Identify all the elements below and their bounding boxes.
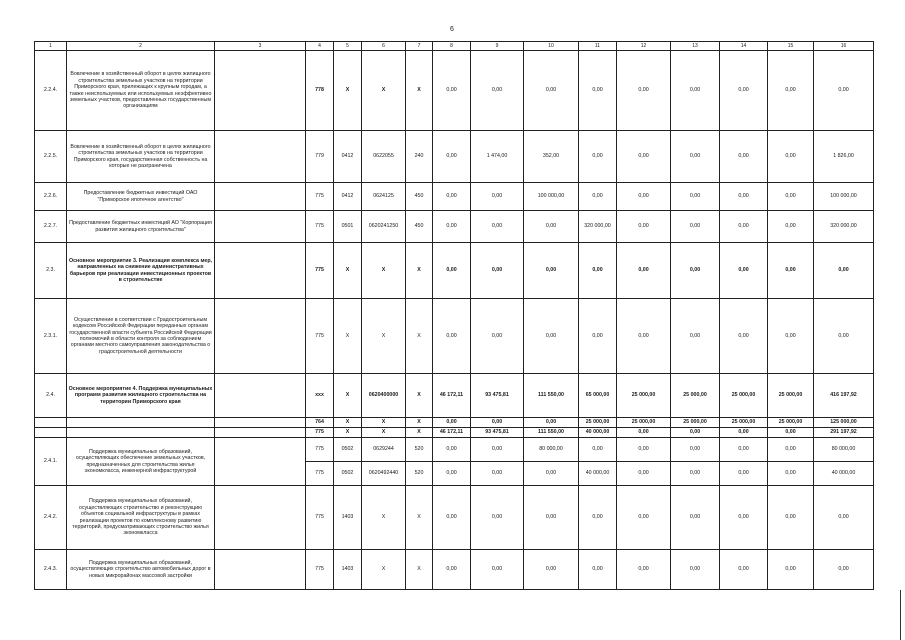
table-row [35, 418, 874, 428]
cell-c12: 0,00 [617, 550, 671, 590]
cell-c8: 0,00 [433, 183, 471, 211]
header-cell: 14 [720, 42, 768, 51]
empty-cell [215, 211, 306, 243]
cell-c9: 1 474,00 [471, 131, 524, 183]
cell-c14: 0,00 [720, 550, 768, 590]
header-cell: 4 [306, 42, 334, 51]
cell-c14: 0,00 [720, 299, 768, 374]
header-cell: 9 [471, 42, 524, 51]
empty-cell [215, 374, 306, 418]
header-cell: 15 [768, 42, 814, 51]
cell-c6: 0629244 [362, 438, 406, 462]
row-number: 2.4.2. [35, 486, 67, 550]
header-cell: 7 [406, 42, 433, 51]
cell-c13: 0,00 [671, 51, 720, 131]
table-row [35, 428, 874, 438]
cell-c15: 0,00 [768, 438, 814, 462]
table-row [35, 438, 874, 462]
cell-c4: 775 [306, 183, 334, 211]
cell-c4: 775 [306, 428, 334, 438]
cell-c13: 0,00 [671, 243, 720, 299]
empty-cell [215, 299, 306, 374]
cell-c13: 0,00 [671, 462, 720, 486]
row-description: Основное мероприятие 4. Поддержка муниципальных программ развития жилищного строительства на территории Приморского края [67, 374, 215, 418]
header-cell: 12 [617, 42, 671, 51]
cell-c5: Х [334, 418, 362, 428]
cell-c4: 775 [306, 299, 334, 374]
cell-c13: 0,00 [671, 299, 720, 374]
cell-c15: 0,00 [768, 299, 814, 374]
cell-c11: 0,00 [579, 299, 617, 374]
cell-c5: Х [334, 299, 362, 374]
empty-cell [67, 418, 215, 428]
cell-c15: 0,00 [768, 550, 814, 590]
cell-c11: 320 000,00 [579, 211, 617, 243]
cell-c16: 0,00 [814, 51, 874, 131]
table-row [35, 183, 874, 211]
cell-c7: Х [406, 299, 433, 374]
cell-c12: 0,00 [617, 462, 671, 486]
cell-c14: 25 000,00 [720, 418, 768, 428]
cell-c4: 775 [306, 486, 334, 550]
cell-c13: 0,00 [671, 486, 720, 550]
cell-c12: 0,00 [617, 486, 671, 550]
cell-c16: 320 000,00 [814, 211, 874, 243]
cell-c10: 0,00 [524, 51, 579, 131]
cell-c15: 0,00 [768, 243, 814, 299]
cell-c9: 0,00 [471, 211, 524, 243]
cell-c16: 0,00 [814, 550, 874, 590]
row-number: 2.2.7. [35, 211, 67, 243]
table-row [35, 486, 874, 550]
cell-c6: Х [362, 418, 406, 428]
cell-c6: Х [362, 550, 406, 590]
cell-c13: 25 000,00 [671, 374, 720, 418]
empty-cell [215, 486, 306, 550]
cell-c16: 100 000,00 [814, 183, 874, 211]
cell-c10: 0,00 [524, 486, 579, 550]
cell-c7: Х [406, 243, 433, 299]
cell-c11: 65 000,00 [579, 374, 617, 418]
cell-c16: 1 826,00 [814, 131, 874, 183]
cell-c11: 40 000,00 [579, 462, 617, 486]
cell-c8: 0,00 [433, 418, 471, 428]
cell-c9: 0,00 [471, 243, 524, 299]
cell-c15: 0,00 [768, 51, 814, 131]
cell-c12: 0,00 [617, 183, 671, 211]
cell-c5: 0412 [334, 131, 362, 183]
cell-c8: 0,00 [433, 51, 471, 131]
cell-c6: 0622055 [362, 131, 406, 183]
table-row [35, 374, 874, 418]
cell-c4: 775 [306, 550, 334, 590]
cell-c12: 0,00 [617, 211, 671, 243]
cell-c12: 0,00 [617, 243, 671, 299]
header-cell: 1 [35, 42, 67, 51]
table-row [35, 243, 874, 299]
row-number: 2.2.4. [35, 51, 67, 131]
empty-cell [35, 418, 67, 428]
table-row [35, 299, 874, 374]
cell-c6: 0624125 [362, 183, 406, 211]
cell-c5: 1403 [334, 550, 362, 590]
cell-c11: 0,00 [579, 243, 617, 299]
cell-c5: 0501 [334, 211, 362, 243]
cell-c4: 775 [306, 243, 334, 299]
cell-c6: 0620241250 [362, 211, 406, 243]
cell-c7: Х [406, 428, 433, 438]
cell-c16: 40 000,00 [814, 462, 874, 486]
row-number: 2.4.3. [35, 550, 67, 590]
cell-c10: 0,00 [524, 211, 579, 243]
cell-c8: 0,00 [433, 243, 471, 299]
cell-c10: 80 000,00 [524, 438, 579, 462]
empty-cell [215, 51, 306, 131]
empty-cell [35, 428, 67, 438]
cell-c12: 25 000,00 [617, 418, 671, 428]
cell-c5: Х [334, 243, 362, 299]
cell-c11: 0,00 [579, 183, 617, 211]
cell-c15: 0,00 [768, 486, 814, 550]
cell-c16: 0,00 [814, 243, 874, 299]
cell-c8: 46 172,11 [433, 428, 471, 438]
cell-c7: 450 [406, 183, 433, 211]
cell-c11: 0,00 [579, 486, 617, 550]
cell-c4: 775 [306, 211, 334, 243]
cell-c13: 0,00 [671, 428, 720, 438]
cell-c14: 0,00 [720, 243, 768, 299]
cell-c13: 0,00 [671, 550, 720, 590]
cell-c4: 778 [306, 51, 334, 131]
row-description: Вовлечение в хозяйственный оборот в целях жилищного строительства земельных участков на территории Приморского края, прилежащих к крупным городам, а также неиспользуемых или используемых неэффективно земельных участков, предоставленных государственным организациям [67, 51, 215, 131]
cell-c6: Х [362, 299, 406, 374]
cell-c6: 0620492440 [362, 462, 406, 486]
cell-c10: 0,00 [524, 299, 579, 374]
cell-c7: Х [406, 374, 433, 418]
cell-c10: 352,00 [524, 131, 579, 183]
header-cell: 2 [67, 42, 215, 51]
cell-c16: 291 197,92 [814, 428, 874, 438]
cell-c16: 0,00 [814, 299, 874, 374]
cell-c14: 0,00 [720, 51, 768, 131]
cell-c8: 46 172,11 [433, 374, 471, 418]
cell-c5: 0502 [334, 462, 362, 486]
header-cell: 11 [579, 42, 617, 51]
cell-c14: 0,00 [720, 183, 768, 211]
cell-c9: 0,00 [471, 299, 524, 374]
cell-c9: 0,00 [471, 438, 524, 462]
page-number: 6 [450, 26, 454, 33]
cell-c15: 0,00 [768, 462, 814, 486]
cell-c7: 450 [406, 211, 433, 243]
row-description: Поддержка муниципальных образований, осуществляющих строительство автомобильных дорог в новых микрорайонах массовой застройки [67, 550, 215, 590]
row-description: Поддержка муниципальных образований, осуществляющих обеспечение земельных участков, предназначенных для строительства жилья экономкласса, инженерной инфраструктурой [67, 438, 215, 486]
table-row [35, 211, 874, 243]
row-number: 2.3. [35, 243, 67, 299]
row-number: 2.4.1. [35, 438, 67, 486]
empty-cell [215, 418, 306, 428]
cell-c15: 25 000,00 [768, 418, 814, 428]
cell-c8: 0,00 [433, 486, 471, 550]
cell-c15: 0,00 [768, 428, 814, 438]
cell-c8: 0,00 [433, 131, 471, 183]
cell-c8: 0,00 [433, 550, 471, 590]
cell-c11: 0,00 [579, 550, 617, 590]
cell-c5: 0412 [334, 183, 362, 211]
cell-c6: 0620400000 [362, 374, 406, 418]
cell-c11: 0,00 [579, 51, 617, 131]
cell-c16: 80 000,00 [814, 438, 874, 462]
cell-c10: 0,00 [524, 418, 579, 428]
cell-c15: 0,00 [768, 131, 814, 183]
row-description: Поддержка муниципальных образований, осуществляющих строительство и реконструкцию объектов социальной инфраструктуры в рамках реализации проектов по комплексному развитию территорий, предусматривающих строительство жилья экономкласса [67, 486, 215, 550]
cell-c14: 0,00 [720, 462, 768, 486]
row-description: Основное мероприятие 3. Реализация комплекса мер, направленных на снижение административных барьеров при реализации инвестиционных проектов в строительстве [67, 243, 215, 299]
cell-c9: 0,00 [471, 486, 524, 550]
cell-c10: 100 000,00 [524, 183, 579, 211]
cell-c7: Х [406, 418, 433, 428]
header-cell: 16 [814, 42, 874, 51]
cell-c4: 779 [306, 131, 334, 183]
cell-c15: 25 000,00 [768, 374, 814, 418]
table-row [35, 51, 874, 131]
cell-c16: 416 197,92 [814, 374, 874, 418]
cell-c4: ххх [306, 374, 334, 418]
table-row [35, 131, 874, 183]
row-description: Осуществление в соответствии с Градостроительным кодексом Российской Федерации переданных органам государственной власти субъекта Российской Федерации полномочий в области контроля за соблюдением органами местного самоуправления законодательства о градостроительной деятельности [67, 299, 215, 374]
header-cell: 6 [362, 42, 406, 51]
cell-c10: 0,00 [524, 462, 579, 486]
empty-cell [215, 428, 306, 438]
cell-c10: 111 550,00 [524, 374, 579, 418]
row-number: 2.4. [35, 374, 67, 418]
scan-edge-mark [900, 590, 901, 640]
cell-c5: Х [334, 51, 362, 131]
empty-cell [215, 550, 306, 590]
row-description: Предоставление бюджетных инвестиций ОАО "Приморское ипотечное агентство" [67, 183, 215, 211]
cell-c12: 0,00 [617, 299, 671, 374]
cell-c5: 1403 [334, 486, 362, 550]
cell-c9: 93 475,81 [471, 374, 524, 418]
cell-c6: Х [362, 243, 406, 299]
cell-c7: 520 [406, 438, 433, 462]
cell-c4: 775 [306, 438, 334, 462]
header-cell: 8 [433, 42, 471, 51]
cell-c9: 0,00 [471, 462, 524, 486]
cell-c9: 0,00 [471, 418, 524, 428]
row-number: 2.2.5. [35, 131, 67, 183]
cell-c14: 0,00 [720, 486, 768, 550]
cell-c9: 0,00 [471, 183, 524, 211]
cell-c12: 0,00 [617, 131, 671, 183]
header-cell: 3 [215, 42, 306, 51]
cell-c13: 0,00 [671, 183, 720, 211]
cell-c13: 0,00 [671, 211, 720, 243]
cell-c9: 0,00 [471, 51, 524, 131]
cell-c12: 0,00 [617, 438, 671, 462]
cell-c5: Х [334, 374, 362, 418]
cell-c8: 0,00 [433, 438, 471, 462]
cell-c10: 0,00 [524, 550, 579, 590]
row-description: Вовлечение в хозяйственный оборот в целях жилищного строительства земельных участков на территории Приморского края, государственная собственность на которые не разграничена [67, 131, 215, 183]
cell-c14: 25 000,00 [720, 374, 768, 418]
cell-c16: 125 000,00 [814, 418, 874, 428]
row-number: 2.3.1. [35, 299, 67, 374]
cell-c10: 111 550,00 [524, 428, 579, 438]
cell-c11: 0,00 [579, 131, 617, 183]
cell-c12: 0,00 [617, 428, 671, 438]
cell-c14: 0,00 [720, 211, 768, 243]
cell-c8: 0,00 [433, 462, 471, 486]
cell-c13: 0,00 [671, 131, 720, 183]
row-number: 2.2.6. [35, 183, 67, 211]
cell-c7: 520 [406, 462, 433, 486]
header-row [35, 42, 874, 51]
empty-cell [67, 428, 215, 438]
cell-c11: 25 000,00 [579, 418, 617, 428]
cell-c4: 775 [306, 462, 334, 486]
cell-c16: 0,00 [814, 486, 874, 550]
cell-c14: 0,00 [720, 131, 768, 183]
cell-c9: 93 475,81 [471, 428, 524, 438]
cell-c14: 0,00 [720, 428, 768, 438]
cell-c7: Х [406, 51, 433, 131]
row-description: Предоставление бюджетных инвестиций АО "Корпорация развития жилищного строительства" [67, 211, 215, 243]
table-row [35, 550, 874, 590]
cell-c15: 0,00 [768, 183, 814, 211]
cell-c12: 25 000,00 [617, 374, 671, 418]
header-cell: 5 [334, 42, 362, 51]
cell-c7: Х [406, 486, 433, 550]
cell-c5: Х [334, 428, 362, 438]
cell-c11: 40 000,00 [579, 428, 617, 438]
cell-c8: 0,00 [433, 211, 471, 243]
budget-table [34, 41, 874, 590]
cell-c10: 0,00 [524, 243, 579, 299]
cell-c13: 0,00 [671, 438, 720, 462]
cell-c12: 0,00 [617, 51, 671, 131]
cell-c11: 0,00 [579, 438, 617, 462]
cell-c7: 240 [406, 131, 433, 183]
cell-c9: 0,00 [471, 550, 524, 590]
cell-c6: Х [362, 428, 406, 438]
cell-c7: Х [406, 550, 433, 590]
header-cell: 10 [524, 42, 579, 51]
cell-c4: 764 [306, 418, 334, 428]
cell-c15: 0,00 [768, 211, 814, 243]
cell-c14: 0,00 [720, 438, 768, 462]
empty-cell [215, 243, 306, 299]
cell-c5: 0502 [334, 438, 362, 462]
header-cell: 13 [671, 42, 720, 51]
cell-c6: Х [362, 486, 406, 550]
empty-cell [215, 438, 306, 486]
empty-cell [215, 131, 306, 183]
empty-cell [215, 183, 306, 211]
cell-c6: Х [362, 51, 406, 131]
cell-c13: 25 000,00 [671, 418, 720, 428]
cell-c8: 0,00 [433, 299, 471, 374]
